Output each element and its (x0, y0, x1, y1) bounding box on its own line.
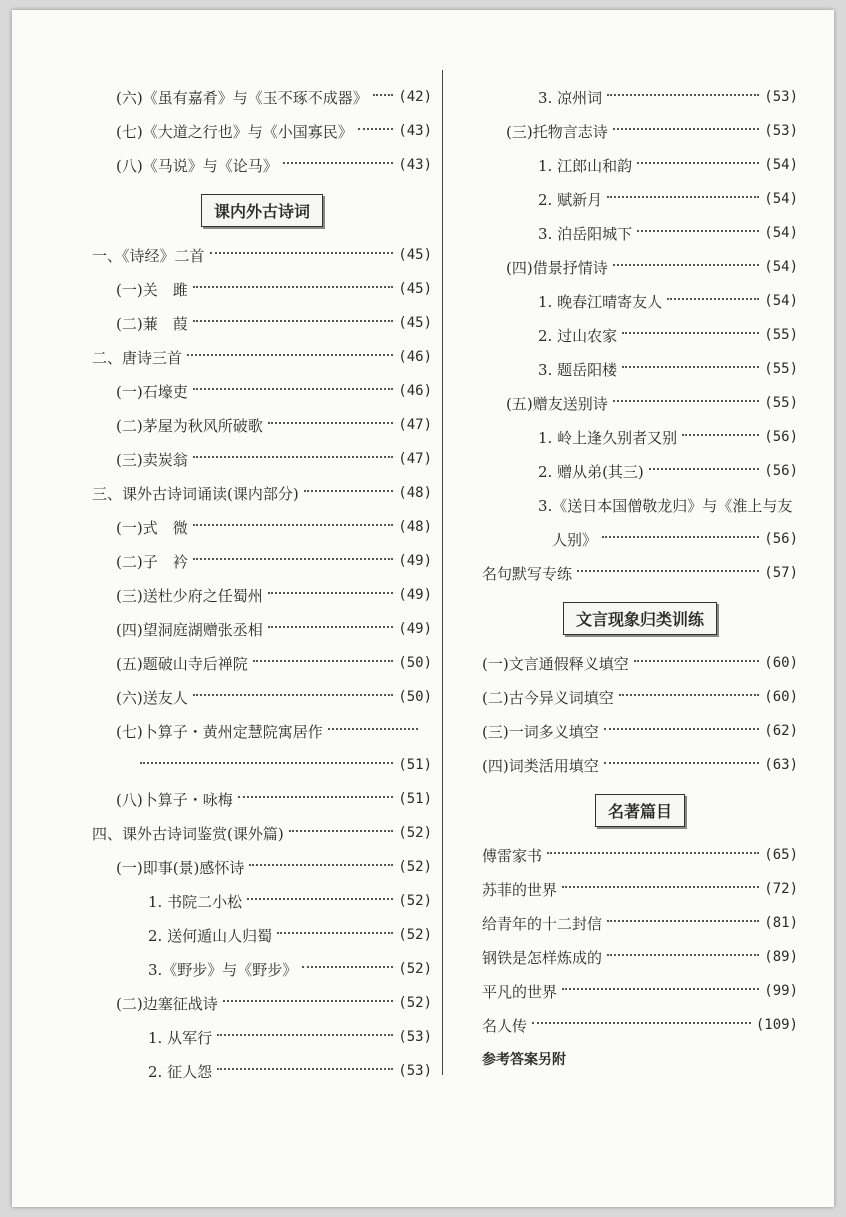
dot-leader (193, 286, 394, 288)
entry-title: 1. 晚春江晴寄友人 (538, 292, 663, 311)
entry-title: (三)卖炭翁 (116, 450, 188, 469)
toc-entry (482, 714, 798, 748)
dot-leader (302, 966, 393, 968)
section-title: 文言现象归类训练 (563, 602, 717, 635)
dot-leader (217, 1068, 393, 1070)
dot-leader (238, 796, 394, 798)
page-number: (49) (398, 621, 432, 637)
dot-leader (613, 128, 760, 130)
toc-entry (92, 442, 432, 476)
entry-title: (一)式 微 (116, 518, 188, 537)
section-title: 课内外古诗词 (201, 194, 323, 227)
dot-leader (547, 852, 759, 854)
dot-leader (602, 536, 759, 538)
dot-leader (607, 920, 759, 922)
entry-title: 1. 江郎山和韵 (538, 156, 633, 175)
entry-title: 2. 赋新月 (538, 190, 603, 209)
entry-title: 给青年的十二封信 (482, 914, 603, 933)
toc-entry (92, 612, 432, 646)
dot-leader (604, 728, 760, 730)
entry-title: (六)《虽有嘉肴》与《玉不琢不成器》 (116, 88, 368, 107)
page-number: (45) (398, 281, 432, 297)
page-number: (42) (398, 89, 432, 105)
page-number: (55) (764, 361, 798, 377)
entry-title: (五)题破山寺后禅院 (116, 654, 248, 673)
entry-title: (四)词类活用填空 (482, 756, 599, 775)
page-number: (49) (398, 553, 432, 569)
entry-title: (二)古今异义词填空 (482, 688, 614, 707)
footer-note: 参考答案另附 (482, 1052, 566, 1068)
page-number: (43) (398, 123, 432, 139)
page-number: (47) (398, 451, 432, 467)
toc-right-column (482, 80, 798, 1076)
entry-title: (一)即事(景)感怀诗 (116, 858, 245, 877)
toc-entry (92, 952, 432, 986)
dot-leader (193, 558, 394, 560)
toc-entry (482, 80, 798, 114)
section-header (92, 182, 432, 238)
page-number: (57) (764, 565, 798, 581)
entry-title: (八)卜算子・咏梅 (116, 790, 233, 809)
dot-leader (217, 1034, 393, 1036)
dot-leader (223, 1000, 394, 1002)
toc-entry (482, 114, 798, 148)
entry-title: (二)茅屋为秋风所破歌 (116, 416, 263, 435)
toc-entry (92, 986, 432, 1020)
dot-leader (193, 388, 394, 390)
toc-entry-continuation (92, 748, 432, 782)
toc-entry (92, 238, 432, 272)
page-number: (60) (764, 655, 798, 671)
page-number: (109) (755, 1017, 798, 1033)
column-divider (442, 70, 443, 1075)
dot-leader (613, 264, 760, 266)
page-number: (60) (764, 689, 798, 705)
dot-leader (283, 162, 394, 164)
page-number: (53) (764, 89, 798, 105)
toc-entry (482, 940, 798, 974)
dot-leader (619, 694, 760, 696)
page-number: (55) (764, 327, 798, 343)
entry-title: (二)边塞征战诗 (116, 994, 218, 1013)
dot-leader (247, 898, 393, 900)
toc-entry (482, 556, 798, 590)
toc-entry (482, 872, 798, 906)
page-number: (46) (398, 383, 432, 399)
toc-entry (482, 974, 798, 1008)
toc-entry (482, 352, 798, 386)
toc-entry (92, 1054, 432, 1088)
dot-leader (637, 162, 759, 164)
entry-title: 2. 送何遁山人归蜀 (148, 926, 273, 945)
dot-leader (622, 366, 759, 368)
page-number: (63) (764, 757, 798, 773)
entry-title: 钢铁是怎样炼成的 (482, 948, 603, 967)
page-number: (52) (398, 893, 432, 909)
toc-entry (92, 544, 432, 578)
entry-title: (四)望洞庭湖赠张丞相 (116, 620, 263, 639)
entry-title: (六)送友人 (116, 688, 188, 707)
dot-leader (562, 886, 759, 888)
dot-leader (210, 252, 394, 254)
dot-leader (607, 94, 759, 96)
toc-entry (482, 680, 798, 714)
dot-leader (577, 570, 759, 572)
entry-title: 名句默写专练 (482, 564, 573, 583)
dot-leader (358, 128, 394, 130)
toc-entry (92, 374, 432, 408)
toc-entry (482, 182, 798, 216)
toc-entry (92, 306, 432, 340)
page-number: (50) (398, 655, 432, 671)
toc-entry (92, 1020, 432, 1054)
page-number: (53) (764, 123, 798, 139)
page-number: (52) (398, 961, 432, 977)
page-number: (50) (398, 689, 432, 705)
dot-leader (289, 830, 394, 832)
dot-leader (637, 230, 759, 232)
page-number: (52) (398, 927, 432, 943)
dot-leader (607, 196, 759, 198)
page-number: (56) (764, 531, 798, 547)
dot-leader (277, 932, 393, 934)
dot-leader (328, 728, 418, 730)
dot-leader (187, 354, 393, 356)
entry-title: 四、课外古诗词鉴赏(课外篇) (92, 824, 284, 843)
toc-entry (482, 284, 798, 318)
page-number: (51) (398, 757, 432, 773)
toc-entry (482, 454, 798, 488)
entry-title: 名人传 (482, 1016, 528, 1035)
page-number: (49) (398, 587, 432, 603)
dot-leader (682, 434, 759, 436)
entry-title: (一)文言通假释义填空 (482, 654, 629, 673)
page-number: (89) (764, 949, 798, 965)
page-number: (53) (398, 1063, 432, 1079)
dot-leader (140, 762, 393, 764)
page-number: (43) (398, 157, 432, 173)
page-number: (48) (398, 519, 432, 535)
entry-title: (三)托物言志诗 (506, 122, 608, 141)
toc-entry (92, 114, 432, 148)
dot-leader (667, 298, 759, 300)
toc-entry (92, 510, 432, 544)
entry-title: (五)赠友送别诗 (506, 394, 608, 413)
dot-leader (532, 1022, 751, 1024)
entry-title: (三)一词多义填空 (482, 722, 599, 741)
page-number: (52) (398, 859, 432, 875)
entry-title: 傅雷家书 (482, 846, 543, 865)
page-number: (54) (764, 293, 798, 309)
dot-leader (304, 490, 394, 492)
entry-title: 3.《送日本国僧敬龙归》与《淮上与友 (538, 496, 793, 515)
toc-entry (92, 578, 432, 612)
toc-entry (482, 216, 798, 250)
entry-title: 3. 泊岳阳城下 (538, 224, 633, 243)
page-number: (72) (764, 881, 798, 897)
page-number: (62) (764, 723, 798, 739)
page-number: (52) (398, 995, 432, 1011)
entry-title: 3.《野步》与《野步》 (148, 960, 298, 979)
toc-entry (482, 148, 798, 182)
entry-title: (二)蒹 葭 (116, 314, 188, 333)
entry-title: 苏菲的世界 (482, 880, 558, 899)
dot-leader (373, 94, 394, 96)
page-number: (99) (764, 983, 798, 999)
dot-leader (607, 954, 759, 956)
toc-entry (482, 748, 798, 782)
toc-entry (92, 148, 432, 182)
toc-entry (482, 250, 798, 284)
dot-leader (268, 592, 394, 594)
page-number: (56) (764, 429, 798, 445)
page-number: (51) (398, 791, 432, 807)
toc-entry (92, 80, 432, 114)
dot-leader (622, 332, 759, 334)
page-number: (56) (764, 463, 798, 479)
toc-entry (92, 646, 432, 680)
entry-title: 三、课外古诗词诵读(课内部分) (92, 484, 299, 503)
entry-title: (二)子 衿 (116, 552, 188, 571)
entry-title: 3. 凉州词 (538, 88, 603, 107)
toc-entry (482, 1008, 798, 1042)
page-number: (55) (764, 395, 798, 411)
toc-entry (92, 918, 432, 952)
page-number: (54) (764, 191, 798, 207)
toc-entry (92, 680, 432, 714)
entry-title: 2. 过山农家 (538, 326, 618, 345)
dot-leader (193, 320, 394, 322)
entry-title: (四)借景抒情诗 (506, 258, 608, 277)
entry-title: 二、唐诗三首 (92, 348, 183, 367)
page-number: (65) (764, 847, 798, 863)
toc-entry (482, 646, 798, 680)
toc-entry (92, 850, 432, 884)
toc-left-column (92, 80, 432, 1088)
dot-leader (193, 524, 394, 526)
page-number: (81) (764, 915, 798, 931)
entry-title: 1. 书院二小松 (148, 892, 243, 911)
entry-title: 3. 题岳阳楼 (538, 360, 618, 379)
toc-entry (92, 782, 432, 816)
page-number: (52) (398, 825, 432, 841)
dot-leader (649, 468, 759, 470)
toc-entry (482, 838, 798, 872)
toc-entry (92, 408, 432, 442)
dot-leader (193, 694, 394, 696)
entry-title: 2. 赠从弟(其三) (538, 462, 644, 481)
page-number: (53) (398, 1029, 432, 1045)
toc-entry-continuation (482, 522, 798, 556)
entry-title: 平凡的世界 (482, 982, 558, 1001)
section-header (482, 590, 798, 646)
dot-leader (249, 864, 393, 866)
entry-title: 一、《诗经》二首 (92, 246, 205, 265)
toc-entry (482, 488, 798, 522)
entry-title: (七)《大道之行也》与《小国寡民》 (116, 122, 353, 141)
page-number: (45) (398, 315, 432, 331)
dot-leader (268, 422, 394, 424)
document-page (12, 10, 834, 1207)
dot-leader (193, 456, 394, 458)
page-number: (47) (398, 417, 432, 433)
entry-title: (七)卜算子・黄州定慧院寓居作 (116, 722, 323, 741)
entry-title: 1. 岭上逢久别者又别 (538, 428, 678, 447)
entry-title: (一)石壕吏 (116, 382, 188, 401)
dot-leader (634, 660, 760, 662)
page-number: (45) (398, 247, 432, 263)
section-header (482, 782, 798, 838)
page-number: (48) (398, 485, 432, 501)
entry-title: (三)送杜少府之任蜀州 (116, 586, 263, 605)
toc-entry (92, 476, 432, 510)
toc-entry (92, 340, 432, 374)
page-number: (54) (764, 157, 798, 173)
dot-leader (268, 626, 394, 628)
entry-title: 1. 从军行 (148, 1028, 213, 1047)
dot-leader (562, 988, 759, 990)
dot-leader (253, 660, 394, 662)
page-number: (54) (764, 225, 798, 241)
dot-leader (613, 400, 760, 402)
entry-title: 2. 征人怨 (148, 1062, 213, 1081)
page-number: (54) (764, 259, 798, 275)
toc-entry (482, 318, 798, 352)
entry-title: (一)关 雎 (116, 280, 188, 299)
toc-entry (482, 386, 798, 420)
entry-title: 人别》 (552, 530, 598, 549)
toc-entry (92, 884, 432, 918)
toc-entry (92, 272, 432, 306)
entry-title: (八)《马说》与《论马》 (116, 156, 278, 175)
page-number: (46) (398, 349, 432, 365)
toc-entry (482, 420, 798, 454)
section-title: 名著篇目 (595, 794, 685, 827)
toc-entry (482, 906, 798, 940)
toc-entry (92, 816, 432, 850)
dot-leader (604, 762, 760, 764)
toc-entry (92, 714, 432, 748)
